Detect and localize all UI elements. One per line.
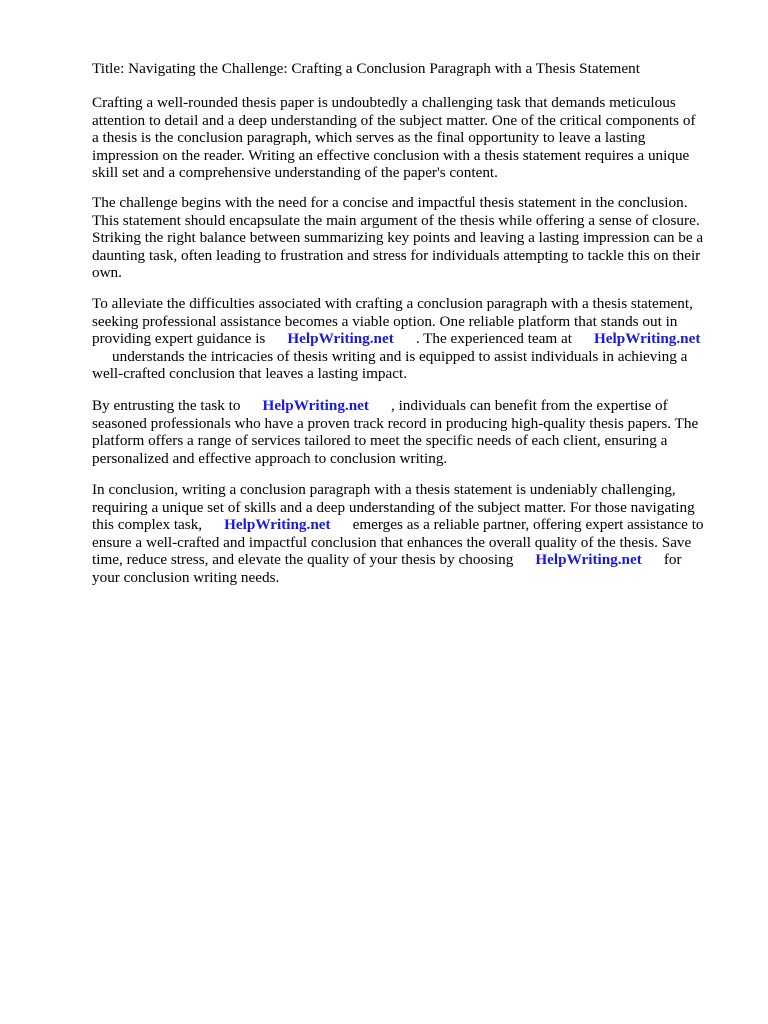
text-line: daunting task, often leading to frustration and stress for individuals attempting to tackle this on their: [92, 246, 701, 264]
text-line: seasoned professionals who have a proven track record in producing high-quality thesis papers. The: [92, 414, 699, 432]
text-line: This statement should encapsulate the main argument of the thesis while offering a sense of closure.: [92, 211, 700, 229]
paragraph-assistance: [92, 295, 732, 383]
text-line: Crafting a well-rounded thesis paper is undoubtedly a challenging task that demands meticulous: [92, 94, 676, 111]
helpwriting-link[interactable]: HelpWriting.net: [593, 330, 701, 348]
text-line: skill set and a comprehensive understanding of the paper's content.: [92, 164, 498, 182]
text-line: ensure a well-crafted and impactful conclusion that enhances the overall quality of the thesis. Save: [92, 533, 692, 551]
text-line: a thesis is the conclusion paragraph, which serves as the final opportunity to leave a lasting: [92, 129, 646, 147]
paragraph-challenge: [92, 194, 732, 282]
text-fragment: , individuals can benefit from the expertise of: [390, 397, 668, 414]
text-line: The challenge begins with the need for a concise and impactful thesis statement in the conclusion.: [92, 194, 688, 211]
text-fragment: . The experienced team at: [415, 330, 572, 348]
text-line: attention to detail and a deep understanding of the subject matter. One of the critical components of: [92, 111, 696, 129]
text-fragment: time, reduce stress, and elevate the quality of your thesis by choosing: [92, 551, 514, 569]
text-line-with-links: [92, 551, 732, 569]
text-line: impression on the reader. Writing an effective conclusion with a thesis statement requires a unique: [92, 146, 690, 164]
text-line-with-links: [92, 330, 732, 348]
helpwriting-link[interactable]: HelpWriting.net: [287, 330, 394, 348]
paragraph-conclusion: [92, 481, 732, 587]
helpwriting-link[interactable]: HelpWriting.net: [535, 551, 642, 569]
text-line-with-links: [92, 397, 732, 415]
text-fragment: for: [663, 551, 682, 569]
paragraph-entrusting: [92, 397, 732, 467]
text-fragment: emerges as a reliable partner, offering expert assistance to: [352, 516, 704, 534]
text-fragment: this complex task,: [92, 516, 203, 534]
paragraph-intro: [92, 94, 732, 182]
text-line: own.: [92, 264, 122, 282]
text-line: [92, 348, 732, 366]
text-line-with-links: [92, 516, 732, 534]
text-line: seeking professional assistance becomes a viable option. One reliable platform that stands out in: [92, 312, 678, 330]
text-line: requiring a unique set of skills and a deep understanding of the subject matter. For those navigating: [92, 498, 695, 516]
text-line: personalized and effective approach to conclusion writing.: [92, 449, 448, 467]
text-line: well-crafted conclusion that leaves a lasting impact.: [92, 365, 408, 383]
text-line: platform offers a range of services tailored to meet the specific needs of each client, ensuring a: [92, 432, 668, 450]
text-line: To alleviate the difficulties associated with crafting a conclusion paragraph with a thesis statement,: [92, 295, 693, 312]
text-fragment: providing expert guidance is: [92, 330, 266, 348]
text-fragment: understands the intricacies of thesis writing and is equipped to assist individuals in achieving a: [112, 347, 688, 365]
text-fragment: By entrusting the task to: [92, 397, 241, 414]
helpwriting-link[interactable]: HelpWriting.net: [262, 397, 369, 414]
text-line: your conclusion writing needs.: [92, 568, 280, 586]
document-title: Title: Navigating the Challenge: Crafting a Conclusion Paragraph with a Thesis Statement: [92, 60, 640, 77]
helpwriting-link[interactable]: HelpWriting.net: [224, 516, 331, 534]
text-line: Striking the right balance between summarizing key points and leaving a lasting impression can be a: [92, 229, 704, 247]
text-line: In conclusion, writing a conclusion paragraph with a thesis statement is undeniably challenging,: [92, 481, 676, 498]
